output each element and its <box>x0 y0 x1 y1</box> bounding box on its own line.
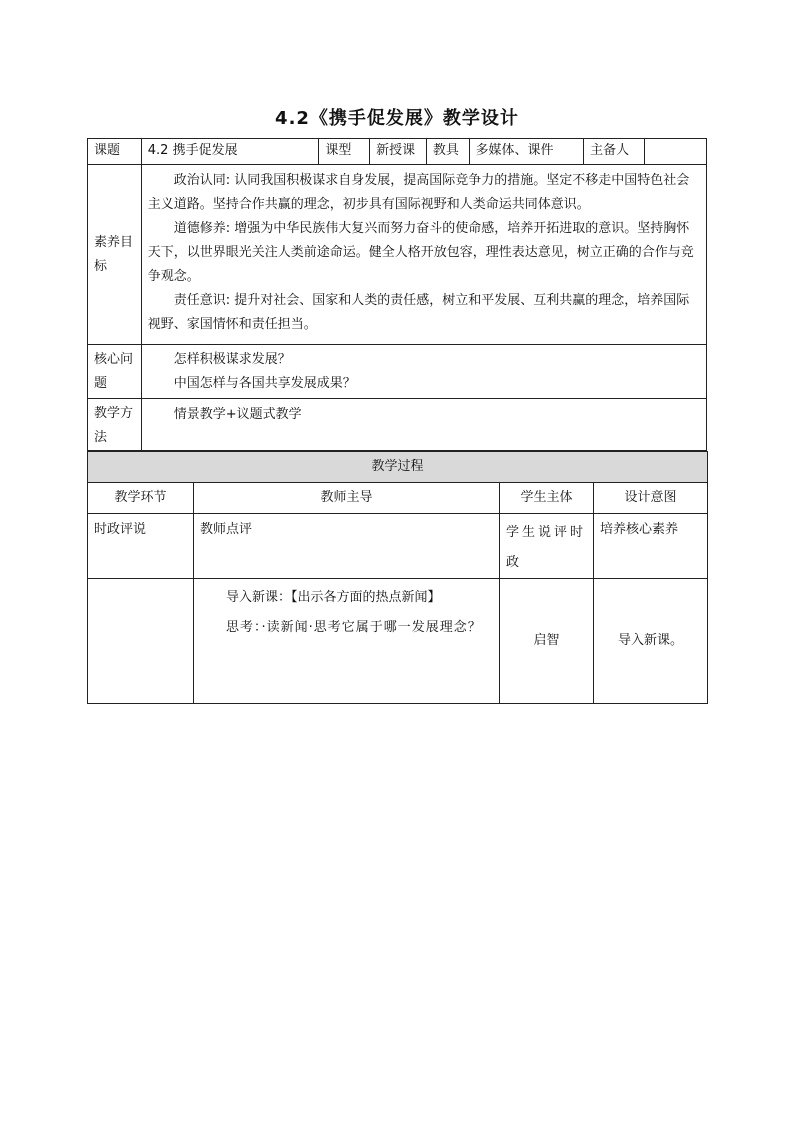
core-content <box>141 345 706 399</box>
column-header-intent: 设计意图 <box>594 483 708 514</box>
process-header-row <box>88 452 708 483</box>
tools-value: 多媒体、课件 <box>469 139 584 165</box>
row-student: 学生说评时政 <box>500 514 594 579</box>
literacy-political: 政治认同: 认同我国积极谋求自身发展，提高国际竞争力的措施。坚定不移走中国特色社会主义道路。坚持合作共赢的理念，初步具有国际视野和人类命运共同体意识。 <box>147 173 690 212</box>
column-header-student: 学生主体 <box>500 483 594 514</box>
process-table <box>87 451 708 704</box>
method-content <box>141 399 706 451</box>
row-teacher <box>194 514 500 579</box>
teacher-line: 思考：·读新闻·思考它属于哪一发展理念？ <box>226 620 482 635</box>
literacy-moral: 道德修养: 增强为中华民族伟大复兴而努力奋斗的使命感，培养开拓进取的意识。坚持胸怀天下，以世界眼光关注人类前途命运。健全人格开放包容，理性表达意见，树立正确的合作与竞争观念。 <box>147 221 694 284</box>
method-label: 教学方法 <box>88 399 142 451</box>
row-student: 启智 <box>500 579 594 704</box>
tools-label: 教具 <box>426 139 469 165</box>
document-title: 4.2《携手促发展》教学设计 <box>275 108 519 129</box>
row-stage: 时政评说 <box>88 514 194 579</box>
topic-value: 4.2 携手促发展 <box>141 139 319 165</box>
column-header-teacher: 教师主导 <box>194 483 500 514</box>
process-header: 教学过程 <box>88 452 708 483</box>
literacy-label: 素养目标 <box>88 165 142 345</box>
topic-label: 课题 <box>88 139 142 165</box>
table-row <box>88 514 708 579</box>
row-teacher <box>194 579 500 704</box>
core-label: 核心问题 <box>88 345 142 399</box>
core-row <box>88 345 707 399</box>
row-intent: 培养核心素养 <box>594 514 708 579</box>
preparer-label: 主备人 <box>584 139 645 165</box>
table-row <box>88 579 708 704</box>
core-question: 怎样积极谋求发展？ <box>173 352 291 367</box>
type-value: 新授课 <box>370 139 427 165</box>
literacy-content <box>141 165 706 345</box>
core-question: 中国怎样与各国共享发展成果？ <box>173 376 356 391</box>
row-intent: 导入新课。 <box>594 579 708 704</box>
method-row <box>88 399 707 451</box>
type-label: 课型 <box>319 139 370 165</box>
literacy-responsibility: 责任意识: 提升对社会、国家和人类的责任感，树立和平发展、互利共赢的理念，培养国际视野、家国情怀和责任担当。 <box>147 293 690 332</box>
row-stage <box>88 579 194 704</box>
literacy-row <box>88 165 707 345</box>
teacher-line: 教师点评 <box>200 522 253 537</box>
lesson-info-table <box>87 138 707 451</box>
column-header-stage: 教学环节 <box>88 483 194 514</box>
process-columns-row <box>88 483 708 514</box>
teacher-line: 导入新课：【出示各方面的热点新闻】 <box>226 590 441 605</box>
info-row <box>88 139 707 165</box>
method-value: 情景教学+议题式教学 <box>173 407 302 422</box>
preparer-value <box>645 139 707 165</box>
